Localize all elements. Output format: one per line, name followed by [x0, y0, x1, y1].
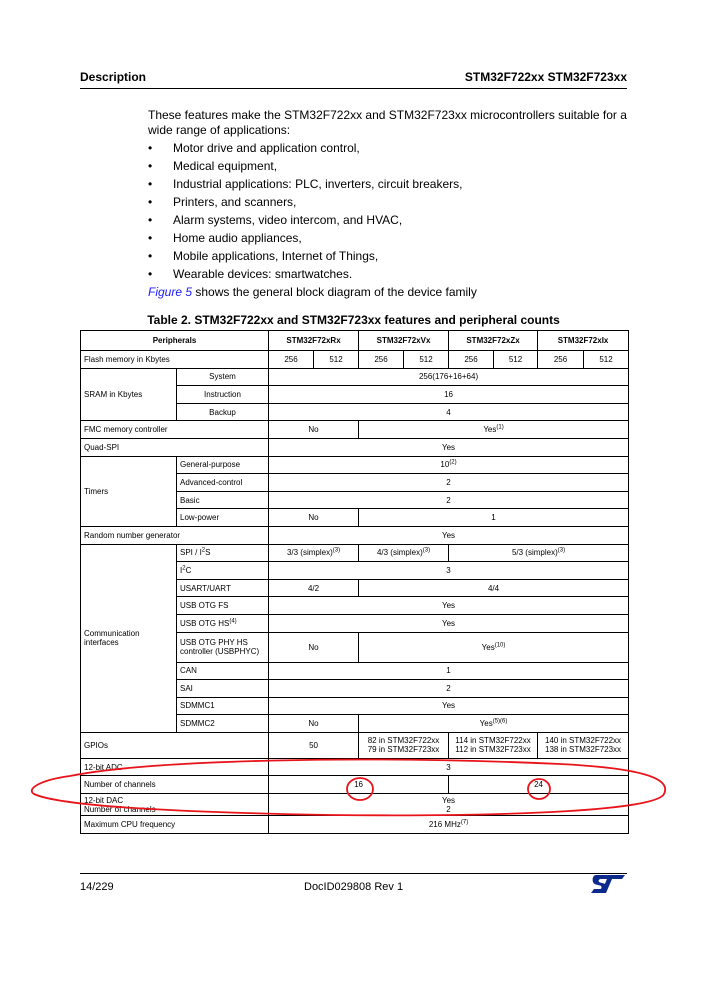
list-item: • Printers, and scanners, — [148, 195, 297, 209]
table-row-otghs: USB OTG HS$^{(4)}$ Yes — [81, 614, 629, 632]
part-numbers: STM32F722xx STM32F723xx — [464, 70, 627, 84]
bullet-icon: • — [148, 231, 153, 245]
header-ix: STM32F72xIx — [538, 331, 629, 351]
table-row-qspi: Quad-SPI Yes — [81, 438, 629, 456]
list-item: • Alarm systems, video intercom, and HVAC, — [148, 213, 403, 227]
table-row-sram-system: SRAM in Kbytes System 256(176+16+64) — [81, 368, 629, 386]
table-row-timers-basic: Basic 2 — [81, 491, 629, 509]
list-item: • Industrial applications: PLC, inverters, circuit breakers, — [148, 177, 463, 191]
table-row-can: CAN 1 — [81, 662, 629, 680]
intro-paragraph: These features make the STM32F722xx and STM32F723xx microcontrollers suitable for a wide range of applications: — [148, 108, 627, 137]
bullet-icon: • — [148, 159, 153, 173]
table-row-fmc: FMC memory controller No Yes$^{(1)}$ — [81, 421, 629, 439]
table-row-usbphyc: USB OTG PHY HS controller (USBPHYC) No Yes$^{(10)}$ — [81, 632, 629, 662]
table-row-sai: SAI 2 — [81, 680, 629, 698]
bullet-icon: • — [148, 267, 153, 281]
table-header-row — [81, 331, 629, 351]
header-zx: STM32F72xZx — [449, 331, 538, 351]
table-row-cpu: Maximum CPU frequency 216 MHz$^{(7)}$ — [81, 816, 629, 834]
st-logo-icon — [590, 874, 626, 899]
figure-link[interactable]: Figure 5 — [148, 285, 193, 299]
figure-reference: Figure 5 shows the general block diagram of the device family — [148, 285, 477, 299]
footer-rule — [80, 873, 627, 874]
timers-label: Timers — [81, 456, 177, 526]
bullet-icon: • — [148, 249, 153, 263]
table-row-sdmmc2: SDMMC2 No Yes$^{(5)(6)}$ — [81, 715, 629, 733]
table-row-sram-instruction: Instruction 16 — [81, 386, 629, 404]
table-row-timers-lp: Low-power No 1 — [81, 509, 629, 527]
list-item: • Home audio appliances, — [148, 231, 302, 245]
table-caption: Table 2. STM32F722xx and STM32F723xx features and peripheral counts — [147, 313, 560, 327]
table-row-rng: Random number generator Yes — [81, 526, 629, 544]
table-row-adc-channels: Number of channels 16 24 — [81, 776, 629, 794]
bullet-icon: • — [148, 213, 153, 227]
table-row-timers-gp: Timers General-purpose 10$^{(2)}$ — [81, 456, 629, 474]
list-item: • Mobile applications, Internet of Things, — [148, 249, 379, 263]
bullet-icon: • — [148, 177, 153, 191]
bullet-icon: • — [148, 195, 153, 209]
page-number: 14/229 — [80, 881, 114, 893]
table-row-spi: Communication interfaces SPI / $I^2S$ 3/3 (simplex)$^{(3)}$ 4/3 (simplex)$^{(3)}$ 5/3 (simplex)$^{(3)}$ — [81, 544, 629, 562]
table-row-flash: Flash memory in Kbytes 256 512 256 512 256 512 256 512 — [81, 351, 629, 369]
header-rule — [80, 88, 627, 89]
header-peripherals: Peripherals — [81, 331, 269, 351]
header-vx: STM32F72xVx — [359, 331, 449, 351]
table-row-usart: USART/UART 4/2 4/4 — [81, 579, 629, 597]
application-list — [148, 139, 628, 283]
list-item: • Wearable devices: smartwatches. — [148, 267, 353, 281]
table-row-gpio: GPIOs 50 82 in STM32F722xx 79 in STM32F723xx 114 in STM32F722xx 112 in STM32F723xx 140 in STM32F722xx 138 in STM32F723xx — [81, 732, 629, 758]
list-item: • Medical equipment, — [148, 159, 278, 173]
table-row-i2c: $I^2C$ 3 — [81, 562, 629, 580]
list-item: • Motor drive and application control, — [148, 141, 360, 155]
table-row-timers-adv: Advanced-control 2 — [81, 474, 629, 492]
sram-label: SRAM in Kbytes — [81, 368, 177, 421]
table-row-sram-backup: Backup 4 — [81, 403, 629, 421]
doc-id: DocID029808 Rev 1 — [304, 881, 404, 893]
table-row-dac: 12-bit DAC Number of channels Yes 2 — [81, 794, 629, 816]
table-row-otgfs: USB OTG FS Yes — [81, 597, 629, 615]
table-row-sdmmc1: SDMMC1 Yes — [81, 697, 629, 715]
adc-channels-16: 16 — [269, 776, 449, 794]
section-title: Description — [80, 70, 147, 84]
bullet-icon: • — [148, 141, 153, 155]
table-row-adc: 12-bit ADC 3 — [81, 758, 629, 776]
adc-channels-24: 24 — [449, 776, 629, 794]
header-rx: STM32F72xRx — [269, 331, 359, 351]
features-table — [80, 330, 629, 834]
comm-label: Communication interfaces — [81, 544, 177, 732]
